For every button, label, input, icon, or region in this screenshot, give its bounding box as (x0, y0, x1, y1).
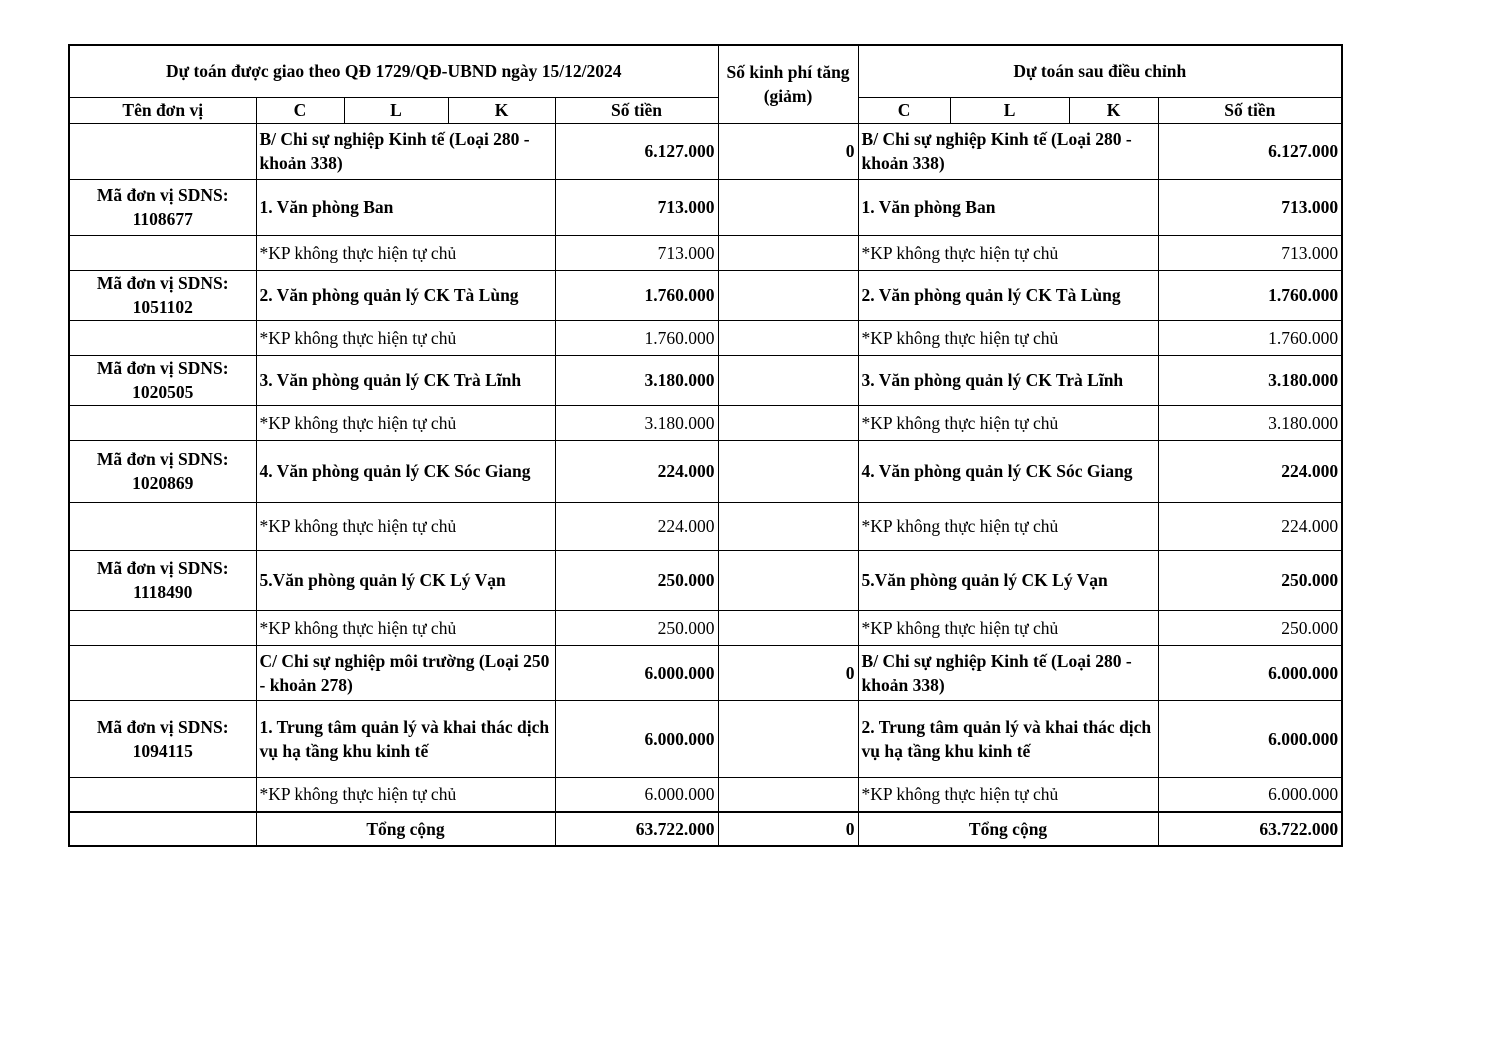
item-name: *KP không thực hiện tự chủ (256, 320, 555, 355)
budget-adjustment-table (68, 44, 1343, 847)
item-name: B/ Chi sự nghiệp Kinh tế (Loại 280 - khoản 338) (256, 123, 555, 179)
item-amount: 6.000.000 (555, 777, 718, 812)
adjusted-item-name: *KP không thực hiện tự chủ (858, 777, 1158, 812)
adjusted-item-amount: 713.000 (1158, 235, 1342, 270)
item-change: 0 (718, 645, 858, 700)
adj-amount-header: Số tiền (1158, 97, 1342, 123)
adjusted-item-amount: 250.000 (1158, 550, 1342, 610)
adjusted-estimate-header: Dự toán sau điều chỉnh (858, 45, 1342, 97)
item-amount: 6.000.000 (555, 645, 718, 700)
adjusted-item-name: 4. Văn phòng quản lý CK Sóc Giang (858, 440, 1158, 502)
change-amount-header: Số kinh phí tăng (giảm) (718, 45, 858, 123)
unit-code (69, 405, 256, 440)
adjusted-item-amount: 3.180.000 (1158, 355, 1342, 405)
item-change (718, 610, 858, 645)
item-name: 1. Trung tâm quản lý và khai thác dịch vụ hạ tầng khu kinh tế (256, 700, 555, 777)
table-row (69, 235, 1342, 270)
adjusted-item-name: 5.Văn phòng quản lý CK Lý Vạn (858, 550, 1158, 610)
item-change (718, 320, 858, 355)
item-name: 3. Văn phòng quản lý CK Trà Lĩnh (256, 355, 555, 405)
adjusted-item-amount: 1.760.000 (1158, 320, 1342, 355)
unit-code: Mã đơn vị SDNS: 1020869 (69, 440, 256, 502)
item-amount: 6.000.000 (555, 700, 718, 777)
table-row (69, 777, 1342, 812)
adjusted-item-name: B/ Chi sự nghiệp Kinh tế (Loại 280 - khoản 338) (858, 645, 1158, 700)
item-amount: 1.760.000 (555, 320, 718, 355)
adjusted-total-amount: 63.722.000 (1158, 812, 1342, 846)
table-row (69, 550, 1342, 610)
total-label: Tổng cộng (256, 812, 555, 846)
adjusted-total-label: Tổng cộng (858, 812, 1158, 846)
item-name: 1. Văn phòng Ban (256, 179, 555, 235)
item-change (718, 550, 858, 610)
item-amount: 250.000 (555, 550, 718, 610)
k-header: K (448, 97, 555, 123)
item-amount: 1.760.000 (555, 270, 718, 320)
table-row (69, 320, 1342, 355)
unit-code: Mã đơn vị SDNS: 1020505 (69, 355, 256, 405)
adjusted-item-amount: 6.000.000 (1158, 645, 1342, 700)
header-row-1 (69, 45, 1342, 97)
unit-code (69, 123, 256, 179)
item-amount: 3.180.000 (555, 405, 718, 440)
table-row (69, 645, 1342, 700)
unit-code: Mã đơn vị SDNS: 1094115 (69, 700, 256, 777)
item-name: 5.Văn phòng quản lý CK Lý Vạn (256, 550, 555, 610)
item-name: *KP không thực hiện tự chủ (256, 235, 555, 270)
unit-code (69, 235, 256, 270)
item-change (718, 700, 858, 777)
item-change (718, 777, 858, 812)
unit-code (69, 502, 256, 550)
unit-code: Mã đơn vị SDNS: 1108677 (69, 179, 256, 235)
unit-code (69, 777, 256, 812)
adjusted-item-amount: 3.180.000 (1158, 405, 1342, 440)
item-change (718, 179, 858, 235)
adjusted-item-name: 1. Văn phòng Ban (858, 179, 1158, 235)
adj-c-header: C (858, 97, 950, 123)
table-row (69, 440, 1342, 502)
adjusted-item-amount: 6.127.000 (1158, 123, 1342, 179)
item-name: C/ Chi sự nghiệp môi trường (Loại 250 - khoản 278) (256, 645, 555, 700)
adjusted-item-name: B/ Chi sự nghiệp Kinh tế (Loại 280 - khoản 338) (858, 123, 1158, 179)
item-change: 0 (718, 123, 858, 179)
adjusted-item-name: *KP không thực hiện tự chủ (858, 320, 1158, 355)
header-row-2 (69, 97, 1342, 123)
item-name: *KP không thực hiện tự chủ (256, 777, 555, 812)
item-change (718, 502, 858, 550)
item-change (718, 270, 858, 320)
adjusted-item-name: *KP không thực hiện tự chủ (858, 610, 1158, 645)
item-change (718, 440, 858, 502)
item-name: *KP không thực hiện tự chủ (256, 405, 555, 440)
total-row (69, 812, 1342, 846)
unit-code: Mã đơn vị SDNS: 1118490 (69, 550, 256, 610)
total-amount: 63.722.000 (555, 812, 718, 846)
total-unit-cell (69, 812, 256, 846)
adjusted-item-amount: 224.000 (1158, 502, 1342, 550)
c-header: C (256, 97, 344, 123)
adj-l-header: L (950, 97, 1069, 123)
original-estimate-header: Dự toán được giao theo QĐ 1729/QĐ-UBND ngày 15/12/2024 (69, 45, 718, 97)
adjusted-item-amount: 6.000.000 (1158, 777, 1342, 812)
adjusted-item-amount: 1.760.000 (1158, 270, 1342, 320)
table-row (69, 610, 1342, 645)
l-header: L (344, 97, 448, 123)
adjusted-item-name: *KP không thực hiện tự chủ (858, 502, 1158, 550)
adjusted-item-amount: 250.000 (1158, 610, 1342, 645)
table-row (69, 123, 1342, 179)
adjusted-item-name: *KP không thực hiện tự chủ (858, 235, 1158, 270)
item-amount: 224.000 (555, 502, 718, 550)
adj-k-header: K (1069, 97, 1158, 123)
unit-code: Mã đơn vị SDNS: 1051102 (69, 270, 256, 320)
item-amount: 6.127.000 (555, 123, 718, 179)
adjusted-item-name: *KP không thực hiện tự chủ (858, 405, 1158, 440)
item-amount: 250.000 (555, 610, 718, 645)
table-row (69, 405, 1342, 440)
unit-name-header: Tên đơn vị (69, 97, 256, 123)
adjusted-item-amount: 224.000 (1158, 440, 1342, 502)
adjusted-item-amount: 6.000.000 (1158, 700, 1342, 777)
adjusted-item-name: 3. Văn phòng quản lý CK Trà Lĩnh (858, 355, 1158, 405)
item-name: *KP không thực hiện tự chủ (256, 610, 555, 645)
unit-code (69, 320, 256, 355)
item-name: 4. Văn phòng quản lý CK Sóc Giang (256, 440, 555, 502)
adjusted-item-name: 2. Trung tâm quản lý và khai thác dịch vụ hạ tầng khu kinh tế (858, 700, 1158, 777)
item-change (718, 355, 858, 405)
item-name: *KP không thực hiện tự chủ (256, 502, 555, 550)
item-amount: 224.000 (555, 440, 718, 502)
table-row (69, 270, 1342, 320)
item-change (718, 235, 858, 270)
adjusted-item-amount: 713.000 (1158, 179, 1342, 235)
item-amount: 713.000 (555, 179, 718, 235)
item-amount: 3.180.000 (555, 355, 718, 405)
item-change (718, 405, 858, 440)
table-row (69, 502, 1342, 550)
table-row (69, 700, 1342, 777)
item-amount: 713.000 (555, 235, 718, 270)
table-row (69, 179, 1342, 235)
adjusted-item-name: 2. Văn phòng quản lý CK Tà Lùng (858, 270, 1158, 320)
item-name: 2. Văn phòng quản lý CK Tà Lùng (256, 270, 555, 320)
unit-code (69, 610, 256, 645)
amount-header: Số tiền (555, 97, 718, 123)
table-row (69, 355, 1342, 405)
total-change: 0 (718, 812, 858, 846)
unit-code (69, 645, 256, 700)
